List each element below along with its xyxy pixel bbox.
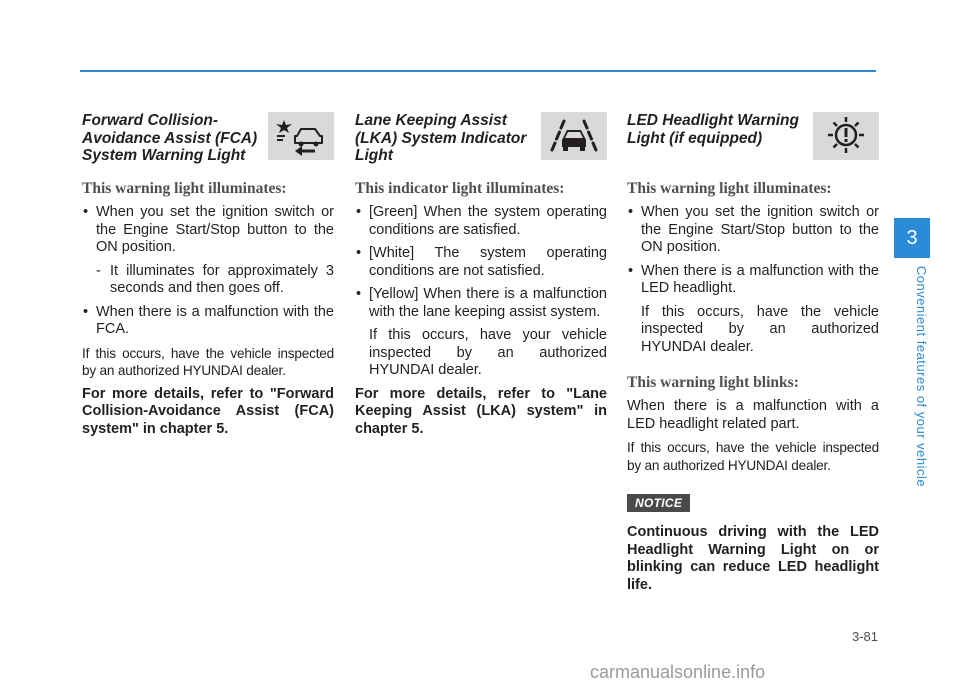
led-note-1: If this occurs, have the vehicle inspected by an authorized HYUNDAI dealer. (641, 303, 879, 355)
fca-title-line-1: Forward Collision- (82, 112, 219, 129)
lka-section (355, 110, 607, 444)
bullet-dot: • (356, 204, 362, 220)
bullet-dot: • (356, 286, 362, 302)
fca-bullet-1 (82, 204, 334, 257)
led-note-2: If this occurs, have the vehicle inspected by an authorized HYUNDAI dealer. (627, 440, 879, 473)
fca-title-line-3: System Warning Light (82, 147, 246, 164)
lka-title-line-2: (LKA) System Indicator (355, 129, 527, 147)
fca-section (82, 110, 334, 444)
led-title-line-2: Light (if equipped) (627, 129, 763, 147)
fca-bullet-1-text: When you set the ignition switch or the Engine Start/Stop button to the ON position. (96, 204, 334, 255)
lka-bullet-2-text: [White] The system operating conditions are not satisfied. (369, 245, 607, 279)
led-bullet-2-text: When there is a malfunction with the LED headlight. (641, 262, 879, 296)
lka-title-line-1: Lane Keeping Assist (355, 112, 507, 129)
bullet-dot: • (356, 245, 362, 261)
lka-title (355, 112, 545, 165)
fca-dash-1-text: It illuminates for approximately 3 seconds and then goes off. (110, 262, 334, 296)
lka-subheading: This indicator light illuminates: (355, 180, 565, 197)
bullet-dot: • (83, 204, 89, 220)
led-blink-text: When there is a malfunction with a LED headlight related part. (627, 398, 879, 432)
led-header (627, 110, 879, 166)
fca-warning-icon (268, 112, 334, 160)
led-bullet-1-text: When you set the ignition switch or the Engine Start/Stop button to the ON position. (641, 204, 879, 255)
notice-text: Continuous driving with the LED Headlight Warning Light on or blinking can reduce LED headlight life. (627, 524, 879, 593)
fca-bullet-2 (82, 304, 334, 339)
lka-indicator-icon (541, 112, 607, 160)
led-bullet-2 (627, 263, 879, 298)
lka-bullet-3-text: [Yellow] When there is a malfunction with the lane keeping assist system. (369, 286, 607, 320)
fca-title (82, 112, 272, 165)
notice-label: NOTICE (627, 494, 690, 512)
chapter-title-text: Convenient features of your vehicle (914, 265, 930, 487)
chapter-title (912, 260, 932, 492)
led-title (627, 112, 817, 147)
led-subheading-blinks: This warning light blinks: (627, 374, 799, 391)
lka-header (355, 110, 607, 166)
page-number: 3-81 (851, 629, 878, 644)
bullet-dot: • (628, 262, 634, 279)
led-title-line-1: LED Headlight Warning (627, 112, 799, 129)
bullet-dot: • (628, 204, 634, 220)
lka-bullet-1-text: [Green] When the system operating conditions are satisfied. (369, 204, 607, 238)
lka-more-details: For more details, refer to "Lane Keeping Assist (LKA) system" in chapter 5. (355, 385, 607, 437)
fca-more-details: For more details, refer to "Forward Collision-Avoidance Assist (FCA) system" in chapter 5. (82, 385, 334, 437)
fca-note: If this occurs, have the vehicle inspected by an authorized HYUNDAI dealer. (82, 345, 334, 378)
lka-bullet-3 (355, 286, 607, 321)
lka-title-line-3: Light (355, 147, 393, 164)
fca-bullet-2-text: When there is a malfunction with the FCA. (96, 303, 334, 337)
top-rule (80, 70, 876, 72)
lka-bullet-2 (355, 245, 607, 280)
fca-title-line-2: Avoidance Assist (FCA) (82, 129, 258, 147)
chapter-tab: 3 (894, 218, 930, 258)
lka-note: If this occurs, have your vehicle inspected by an authorized HYUNDAI dealer. (369, 327, 607, 378)
watermark: carmanualsonline.info (590, 662, 766, 682)
led-headlight-warning-icon (813, 112, 879, 160)
bullet-dot: • (83, 303, 89, 320)
led-subheading-illuminates: This warning light illuminates: (627, 180, 832, 197)
fca-subheading: This warning light illuminates: (82, 180, 287, 197)
led-bullet-1 (627, 204, 879, 257)
fca-header (82, 110, 334, 166)
dash-mark: - (96, 262, 101, 279)
lka-bullet-1 (355, 204, 607, 239)
fca-dash-1 (82, 263, 334, 298)
led-section (627, 110, 879, 600)
